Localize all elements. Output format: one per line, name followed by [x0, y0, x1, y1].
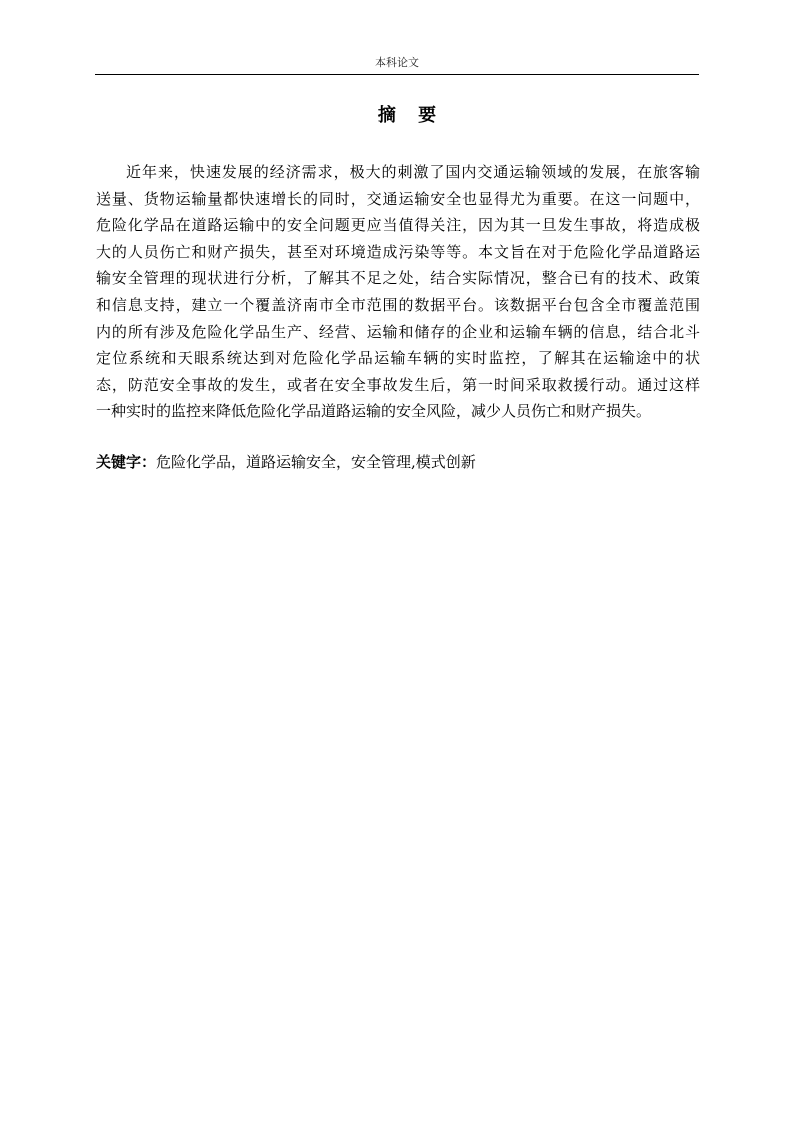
abstract-line: 定位系统和天眼系统达到对危险化学品运输车辆的实时监控，了解其在运输途中的状 — [96, 349, 700, 368]
abstract-line: 一种实时的监控来降低危险化学品道路运输的安全风险，减少人员伤亡和财产损失。 — [96, 402, 652, 421]
abstract-line: 输安全管理的现状进行分析，了解其不足之处，结合实际情况，整合已有的技术、政策 — [96, 269, 700, 288]
keywords-text: 危险化学品，道路运输安全，安全管理,模式创新 — [156, 453, 476, 471]
keywords-label: 关键字： — [96, 453, 157, 471]
running-header: 本科论文 — [375, 56, 419, 69]
abstract-body — [96, 159, 700, 425]
header-rule — [95, 74, 699, 75]
abstract-line: 大的人员伤亡和财产损失，甚至对环境造成污染等等。本文旨在对于危险化学品道路运 — [96, 242, 700, 261]
abstract-line: 送量、货物运输量都快速增长的同时，交通运输安全也显得尤为重要。在这一问题中， — [96, 189, 700, 208]
abstract-title: 摘 要 — [377, 105, 445, 126]
abstract-line: 内的所有涉及危险化学品生产、经营、运输和储存的企业和运输车辆的信息，结合北斗 — [96, 322, 700, 341]
abstract-line: 态，防范安全事故的发生，或者在安全事故发生后，第一时间采取救援行动。通过这样 — [96, 375, 700, 394]
keywords-line — [96, 450, 700, 474]
abstract-line: 危险化学品在道路运输中的安全问题更应当值得关注，因为其一旦发生事故，将造成极 — [96, 216, 700, 235]
abstract-line: 近年来，快速发展的经济需求，极大的刺激了国内交通运输领域的发展，在旅客输 — [126, 163, 700, 181]
abstract-line: 和信息支持，建立一个覆盖济南市全市范围的数据平台。该数据平台包含全市覆盖范围 — [96, 295, 700, 314]
